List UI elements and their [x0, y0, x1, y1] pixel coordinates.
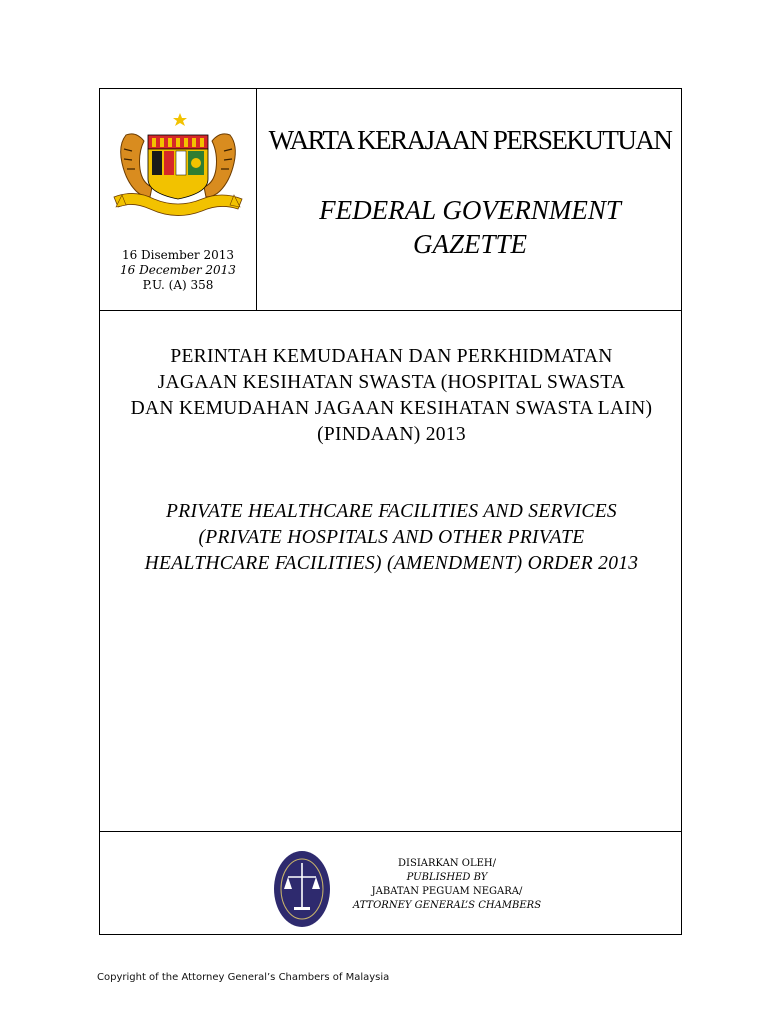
publisher-block — [332, 857, 562, 913]
copyright-notice: Copyright of the Attorney General’s Chambers of Malaysia — [97, 972, 390, 983]
date-malay: 16 Disember 2013 — [121, 248, 235, 262]
footer-divider — [100, 831, 681, 832]
gazette-reference: P.U. (A) 358 — [142, 278, 214, 292]
order-english-line: (PRIVATE HOSPITALS AND OTHER PRIVATE — [198, 527, 585, 548]
order-malay-line: DAN KEMUDAHAN JAGAAN KESIHATAN SWASTA LAIN) — [130, 398, 653, 419]
publisher-line-1: DISIARKAN OLEH/ — [398, 858, 496, 869]
gazette-date-block — [100, 248, 256, 293]
gazette-cover-frame — [99, 88, 682, 935]
attorney-general-seal-icon — [272, 849, 332, 929]
order-english-line: PRIVATE HEALTHCARE FACILITIES AND SERVICES — [166, 501, 617, 522]
order-malay-line: (PINDAAN) 2013 — [317, 424, 466, 445]
malaysia-coat-of-arms-icon — [108, 105, 248, 217]
title-english-line-1: FEDERAL GOVERNMENT — [319, 195, 621, 225]
order-title-english — [100, 499, 683, 577]
publisher-line-3: JABATAN PEGUAM NEGARA/ — [371, 886, 523, 897]
order-malay-line: PERINTAH KEMUDAHAN DAN PERKHIDMATAN — [170, 346, 613, 367]
order-title-malay — [100, 344, 683, 448]
order-english-line: HEALTHCARE FACILITIES) (AMENDMENT) ORDER 2013 — [144, 553, 639, 574]
publisher-line-2: PUBLISHED BY — [406, 872, 488, 883]
header-divider — [100, 310, 681, 311]
date-english: 16 December 2013 — [120, 263, 236, 277]
order-malay-line: JAGAAN KESIHATAN SWASTA (HOSPITAL SWASTA — [157, 372, 626, 393]
publisher-line-4: ATTORNEY GENERAL’S CHAMBERS — [352, 900, 542, 911]
title-malay: WARTA KERAJAAN PERSEKUTUAN — [268, 125, 672, 155]
title-english-line-2: GAZETTE — [412, 229, 528, 259]
title-english — [257, 193, 683, 261]
